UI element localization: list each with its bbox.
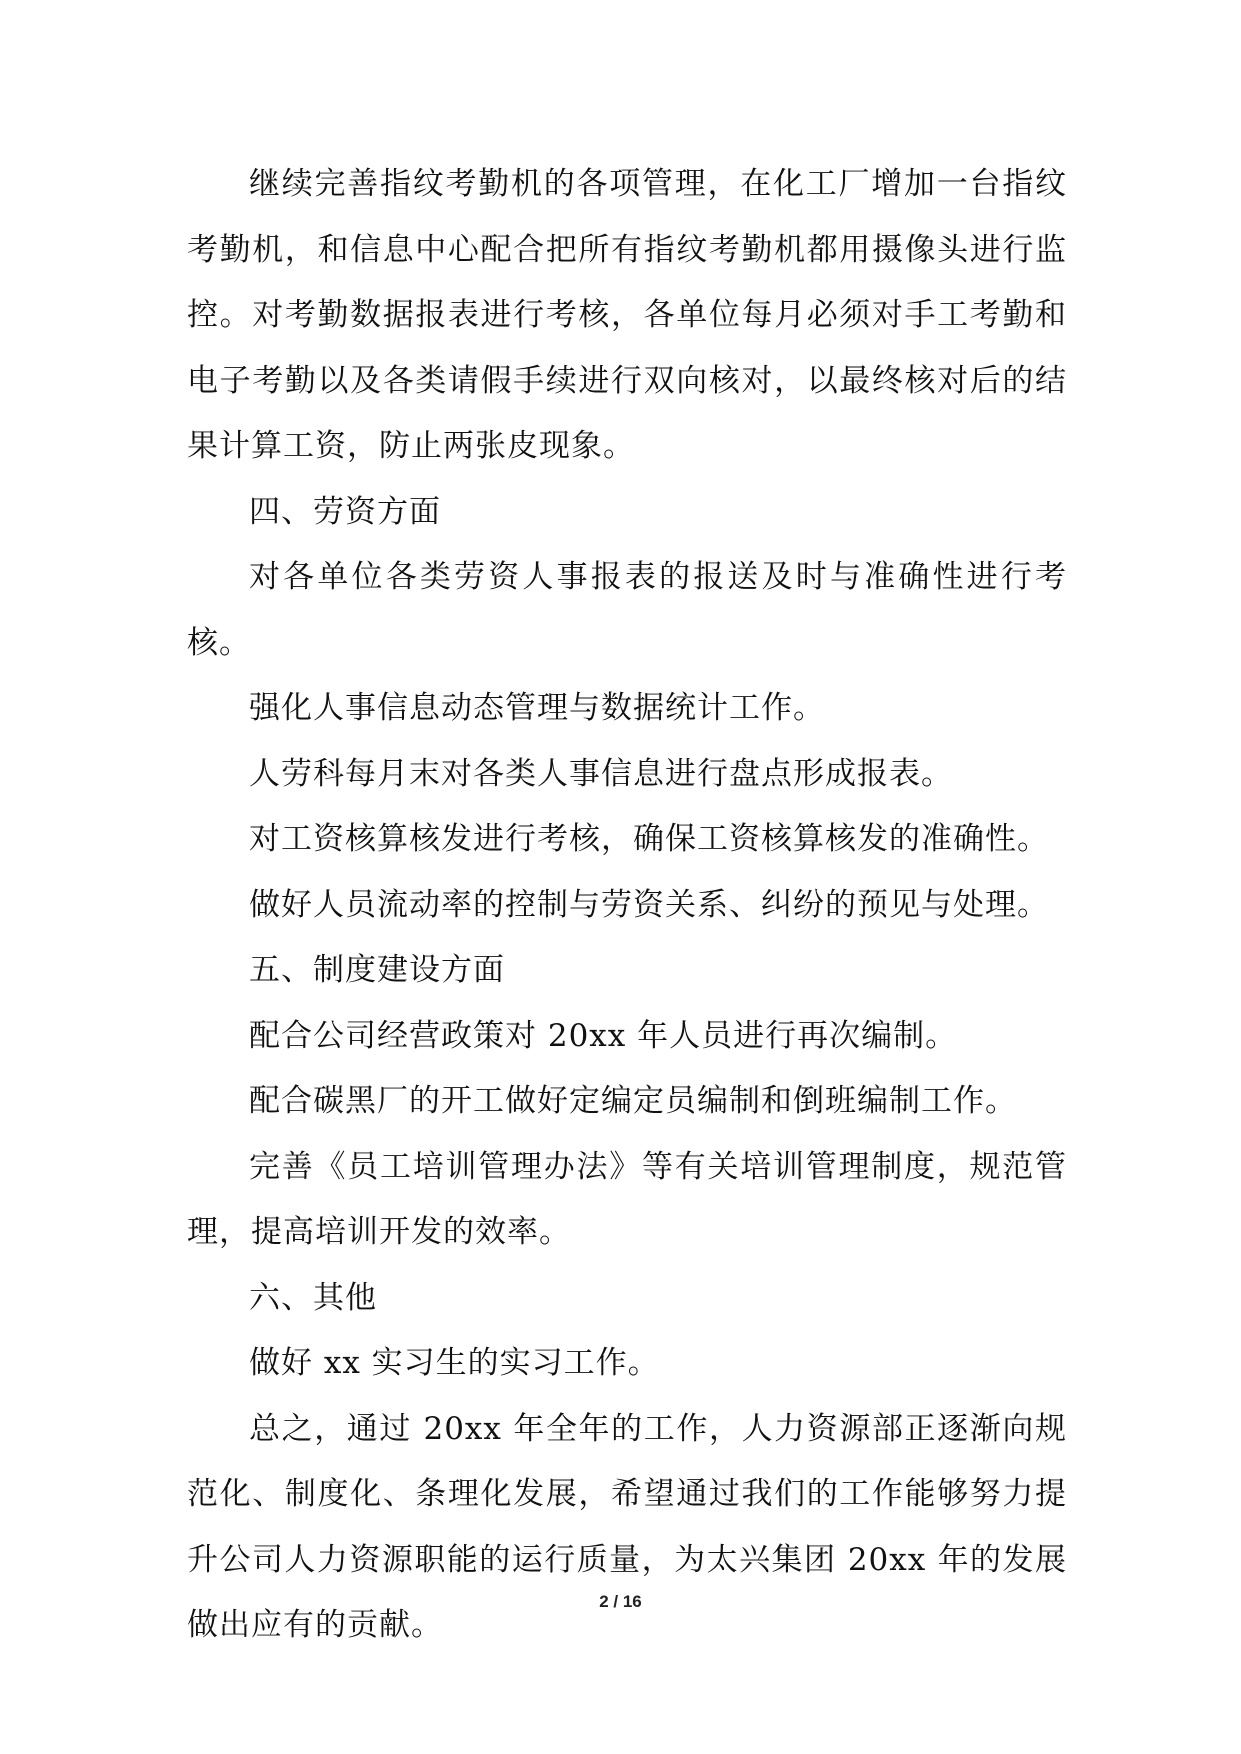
- paragraph: 做好 xx 实习生的实习工作。: [249, 1345, 660, 1381]
- paragraph: 完善《员工培训管理办法》等有关培训管理制度，规范管理，提高培训开发的效率。: [187, 1148, 1067, 1250]
- paragraph-attendance: 继续完善指纹考勤机的各项管理，在化工厂增加一台指纹考勤机，和信息中心配合把所有指纹考勤机都用摄像头进行监控。对考勤数据报表进行考核，各单位每月必须对手工考勤和电子考勤以及各类请假手续进行双向核对，以最终核对后的结果计算工资，防止两张皮现象。: [187, 166, 1067, 464]
- paragraph-conclusion: 总之，通过 20xx 年全年的工作，人力资源部正逐渐向规范化、制度化、条理化发展，希望通过我们的工作能够努力提升公司人力资源职能的运行质量，为太兴集团 20xx 年的发展做出应有的贡献。: [187, 1410, 1067, 1643]
- paragraph: 做好人员流动率的控制与劳资关系、纠纷的预见与处理。: [249, 886, 1049, 923]
- heading-other: 六、其他: [249, 1279, 377, 1316]
- page-number: 2 / 16: [599, 1592, 642, 1611]
- paragraph: 配合碳黑厂的开工做好定编定员编制和倒班编制工作。: [249, 1083, 1017, 1119]
- document-body: [187, 152, 1067, 1659]
- paragraph: 对各单位各类劳资人事报表的报送及时与准确性进行考核。: [187, 559, 1067, 661]
- paragraph: 配合公司经营政策对 20xx 年人员进行再次编制。: [249, 1017, 958, 1054]
- paragraph: 对工资核算核发进行考核，确保工资核算核发的准确性。: [249, 821, 1049, 857]
- paragraph: 强化人事信息动态管理与数据统计工作。: [249, 690, 825, 726]
- paragraph: 人劳科每月末对各类人事信息进行盘点形成报表。: [249, 755, 953, 792]
- heading-labor-wages: 四、劳资方面: [249, 493, 441, 530]
- heading-system-building: 五、制度建设方面: [249, 952, 505, 988]
